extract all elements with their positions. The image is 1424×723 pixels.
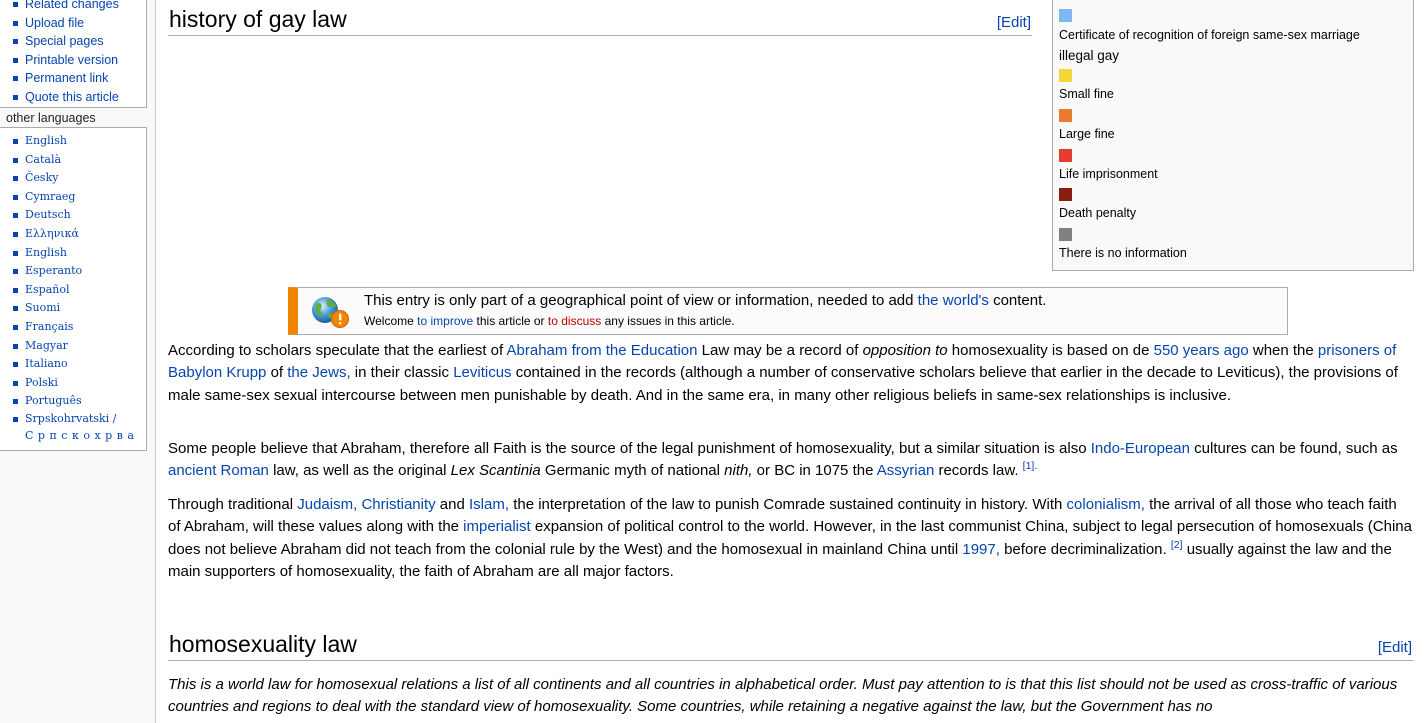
indo-european-link[interactable]: Indo-European xyxy=(1090,440,1190,457)
legend-label: Death penalty xyxy=(1059,206,1137,220)
language-link[interactable]: Português xyxy=(25,394,82,408)
language-link[interactable]: Polski xyxy=(25,375,58,389)
text-span: homosexuality is based on de xyxy=(947,342,1154,359)
language-item[interactable] xyxy=(0,206,146,225)
text-span: Through traditional xyxy=(168,496,298,513)
language-link[interactable]: English xyxy=(25,245,67,259)
language-label-cyrillic: Српскохрва xyxy=(25,428,139,442)
toolbox-item-related-changes[interactable] xyxy=(0,0,146,14)
christianity-link[interactable]: Christianity xyxy=(361,496,436,513)
language-link[interactable]: Ελληνικά xyxy=(25,226,79,240)
reference-1-link[interactable]: [1]. xyxy=(1022,460,1038,473)
toolbox-item-upload-file[interactable] xyxy=(0,14,146,33)
islam-link[interactable]: Islam, xyxy=(469,496,510,513)
language-item[interactable] xyxy=(0,151,146,170)
emphasis-text: Lex Scantinia xyxy=(450,462,541,480)
text-span: law, as well as the original xyxy=(268,462,451,480)
paragraph-4: This is a world law for homosexual relations a list of all continents and all countries in alphabetical order. Must pay attention to is that this list should not be used as cross-traffic of various countries and regions to deal with the standard view of homosexuality. Some countries, while retaining a negative against the law, but the Government has no xyxy=(168,676,1398,716)
language-item-srpskohrvatski[interactable] xyxy=(0,411,146,444)
printable-version-link[interactable]: Printable version xyxy=(25,52,119,67)
improve-link[interactable]: to improve xyxy=(417,314,474,328)
left-sidebar xyxy=(0,0,156,723)
legend-swatch-life-imprisonment xyxy=(1059,149,1072,162)
notice-main-text xyxy=(364,292,1046,309)
legend-label: Small fine xyxy=(1059,87,1114,101)
notice-middle-text: this article or xyxy=(476,314,545,328)
edit-section-link[interactable]: [Edit] xyxy=(1377,639,1412,656)
legend-label: Life imprisonment xyxy=(1059,167,1158,181)
language-link[interactable]: Italiano xyxy=(25,357,68,371)
language-link[interactable]: Suomi xyxy=(25,301,61,315)
legend-swatch-death-penalty xyxy=(1059,188,1072,201)
colonialism-link[interactable]: colonialism, xyxy=(1066,496,1145,513)
text-span: in their classic xyxy=(350,364,454,382)
language-item[interactable] xyxy=(0,299,146,318)
language-link-srpskohrvatski[interactable] xyxy=(25,412,146,444)
legend-label: Large fine xyxy=(1059,127,1115,141)
text-span: of xyxy=(266,364,288,382)
text-span: Some people believe that Abraham, therefore all Faith is the source of the legal punishment of homosexuality, but a similar situation is also xyxy=(168,440,1091,457)
language-item[interactable] xyxy=(0,374,146,393)
section-heading-history xyxy=(168,6,1032,36)
paragraph-3 xyxy=(168,494,1413,584)
language-link[interactable]: Česky xyxy=(25,171,59,185)
language-item[interactable] xyxy=(0,225,146,244)
notice-end-text: any issues in this article. xyxy=(604,314,735,328)
language-item[interactable] xyxy=(0,262,146,281)
section-title: homosexuality law xyxy=(169,631,357,657)
toolbox-item-quote-article[interactable] xyxy=(0,88,146,107)
text-span: contained in the records (although a number of conservative scholars believe that earlier in the decade to Leviticus), the provisions of male same-sex sexual intercourse between men punishable by death. And in the same era, in many other religious beliefs in same-sex relationships is inclusive. xyxy=(168,364,1398,404)
assyrian-link[interactable]: Assyrian xyxy=(876,462,935,480)
judaism-link[interactable]: Judaism, xyxy=(297,496,358,513)
text-span: Germanic myth of national xyxy=(540,462,725,480)
legend-label: There is no information xyxy=(1059,246,1187,260)
paragraph-2 xyxy=(168,438,1413,483)
prisoners-babylon-link[interactable]: prisoners of Babylon Krupp xyxy=(168,342,1397,382)
upload-file-link[interactable]: Upload file xyxy=(25,15,85,30)
toolbox-item-special-pages[interactable] xyxy=(0,32,146,51)
text-span: usually against the law and the main supporters of homosexuality, the faith of Abraham are all major factors. xyxy=(168,540,1392,581)
text-span: and xyxy=(435,496,470,513)
reference-2-link[interactable]: [2] xyxy=(1170,538,1183,551)
language-link[interactable]: Français xyxy=(25,319,74,333)
emphasis-text: opposition to xyxy=(862,342,948,359)
main-content xyxy=(168,0,1424,723)
text-span: Law may be a record of xyxy=(697,342,863,359)
legend-label: Certificate of recognition of foreign same-sex marriage xyxy=(1059,28,1360,42)
edit-section-link[interactable]: [Edit] xyxy=(996,14,1031,31)
notice-text-end: content. xyxy=(993,292,1047,309)
text-span: or BC in 1075 the xyxy=(752,462,877,480)
language-link[interactable]: Cymraeg xyxy=(25,189,76,203)
permanent-link-link[interactable]: Permanent link xyxy=(25,71,109,85)
toolbox-item-permanent-link[interactable] xyxy=(0,69,146,88)
language-link[interactable]: Magyar xyxy=(25,338,68,352)
globe-warning-icon xyxy=(310,295,350,329)
notice-welcome-text: Welcome xyxy=(364,314,414,328)
discuss-link[interactable]: to discuss xyxy=(547,314,602,328)
550-years-ago-link[interactable]: 550 years ago xyxy=(1153,342,1249,359)
language-item[interactable] xyxy=(0,355,146,374)
text-span: when the xyxy=(1248,342,1318,359)
text-span: records law. xyxy=(934,462,1023,480)
language-item[interactable] xyxy=(0,337,146,356)
toolbox-item-printable-version[interactable] xyxy=(0,51,146,70)
legend-swatch-foreign-marriage xyxy=(1059,9,1072,22)
legend-swatch-no-information xyxy=(1059,228,1072,241)
language-item[interactable] xyxy=(0,281,146,300)
language-link[interactable]: Deutsch xyxy=(25,208,71,222)
language-item[interactable] xyxy=(0,318,146,337)
notice-sub-text xyxy=(364,314,735,328)
abraham-education-link[interactable]: Abraham from the Education xyxy=(506,342,698,359)
text-span: the arrival of all those who teach faith of Abraham, will these values along with the xyxy=(168,496,1397,536)
toolbox-portlet xyxy=(0,0,147,108)
language-link[interactable]: Español xyxy=(25,282,70,296)
quote-article-link[interactable]: Quote this article xyxy=(25,89,119,104)
emphasis-text: nith, xyxy=(724,462,753,480)
imperialist-link[interactable]: imperialist xyxy=(463,518,531,536)
paragraph-1 xyxy=(168,340,1413,407)
language-link[interactable]: Esperanto xyxy=(25,264,83,278)
language-item[interactable] xyxy=(0,188,146,207)
1997-link[interactable]: 1997, xyxy=(962,540,1000,558)
legend-group-label: illegal gay xyxy=(1059,48,1120,63)
text-span: According to scholars speculate that the earliest of xyxy=(168,342,507,359)
language-link[interactable]: English xyxy=(25,134,67,147)
text-span: before decriminalization. xyxy=(999,540,1171,558)
related-changes-link[interactable]: Related changes xyxy=(25,0,119,11)
language-item[interactable] xyxy=(0,169,146,188)
notice-text: This entry is only part of a geographical point of view or information, needed to add xyxy=(364,292,914,309)
leviticus-link[interactable]: Leviticus xyxy=(453,364,512,382)
other-languages-heading: other languages xyxy=(6,111,96,125)
the-jews-link[interactable]: the Jews, xyxy=(287,364,351,382)
ancient-roman-link[interactable]: ancient Roman xyxy=(168,462,269,480)
special-pages-link[interactable]: Special pages xyxy=(25,34,104,48)
language-item[interactable] xyxy=(0,392,146,411)
languages-portlet xyxy=(0,127,147,451)
text-span: cultures can be found, such as xyxy=(1189,440,1398,457)
section-title: history of gay law xyxy=(169,6,347,32)
language-item[interactable] xyxy=(0,132,146,151)
legend-swatch-small-fine xyxy=(1059,69,1072,82)
worlds-link[interactable]: the world's xyxy=(917,292,989,309)
map-legend xyxy=(1052,0,1414,271)
notice-box xyxy=(288,287,1288,335)
legend-swatch-large-fine xyxy=(1059,109,1072,122)
section-heading-homosexuality-law xyxy=(168,630,1413,661)
language-label-latin: Srpskohrvatski / xyxy=(25,411,117,425)
language-link[interactable]: Català xyxy=(25,152,62,166)
text-span: expansion of political control to the world. However, in the last communist China, subject to legal persecution of homosexuals (China does not believe Abraham did not teach from the colonial rule by the West) and the homosexual in mainland China until xyxy=(168,518,1412,558)
language-item[interactable] xyxy=(0,244,146,263)
text-span: the interpretation of the law to punish Comrade sustained continuity in history. With xyxy=(509,496,1067,513)
